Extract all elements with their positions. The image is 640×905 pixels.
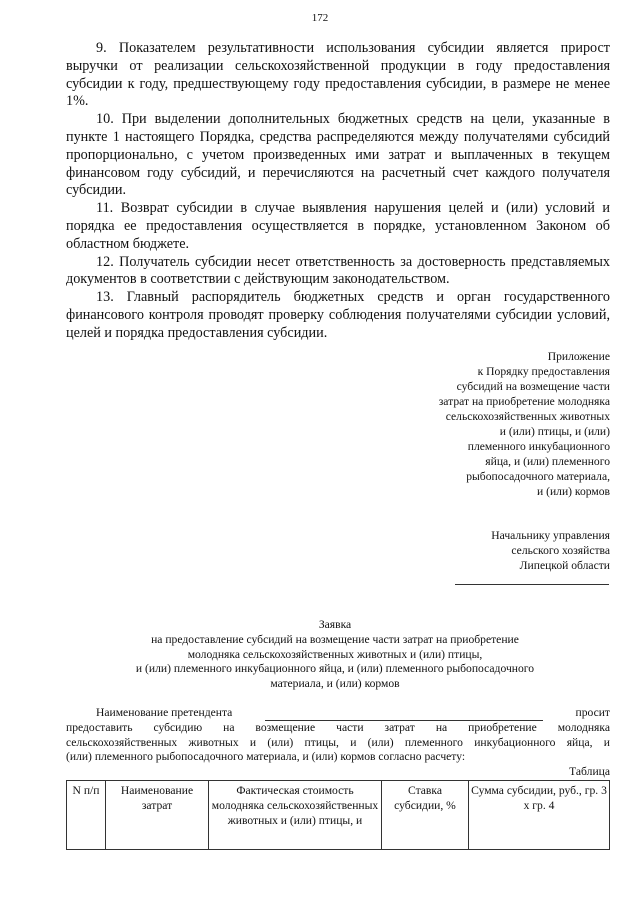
- title-line: Заявка: [318, 618, 352, 631]
- header-cell-subsidy-rate: Ставка субсидии, %: [382, 781, 469, 850]
- appendix-header: [370, 349, 610, 499]
- applicant-suffix: просит: [575, 706, 610, 719]
- request-text: [66, 706, 610, 765]
- signature-line: [455, 584, 609, 585]
- title-line: на предоставление субсидий на возмещение части затрат на приобретение: [151, 632, 519, 646]
- request-line: сельскохозяйственных животных и (или) птицы, и (или) племенного инкубационного яйца, и: [66, 735, 610, 749]
- paragraph-10: 10. При выделении дополнительных бюджетных средств на цели, указанные в пункте 1 настоящего Порядка, средства распределяются между получателями субсидий пропорционально, с учетом произведенных ими затрат и выплаченных в текущем финансовом году субсидий, и перечисляются на расчетный счет каждого получателя субсидии.: [66, 111, 610, 199]
- header-cell-actual-cost: Фактическая стоимость молодняка сельскохозяйственных животных и (или) птицы, и: [209, 781, 382, 850]
- paragraph-12: 12. Получатель субсидии несет ответственность за достоверность представляемых документов в соответствии с действующим законодательством.: [66, 253, 610, 288]
- page-number: 172: [311, 12, 329, 24]
- appendix-line: рыбопосадочного материала,: [466, 470, 610, 483]
- applicant-row: [66, 706, 610, 721]
- addressee-line: Липецкой области: [519, 559, 610, 572]
- table-header-row: [67, 781, 610, 850]
- appendix-line: племенного инкубационного: [467, 440, 610, 453]
- appendix-line: и (или) птицы, и (или): [499, 425, 610, 438]
- header-cell-subsidy-amount: Сумма субсидии, руб., гр. 3 x гр. 4: [469, 781, 610, 850]
- applicant-label: Наименование претендента: [96, 706, 233, 719]
- applicant-name-blank[interactable]: [265, 708, 543, 721]
- appendix-line: затрат на приобретение молодняка: [438, 395, 610, 408]
- addressee-line: сельского хозяйства: [511, 544, 610, 557]
- title-line: материала, и (или) кормов: [270, 677, 400, 691]
- request-line: предоставить субсидию на возмещение части затрат на приобретение молодняка: [66, 720, 610, 734]
- application-title: [60, 618, 610, 692]
- appendix-line: субсидий на возмещение части: [456, 380, 610, 393]
- paragraph-9: 9. Показателем результативности использования субсидии является прирост выручки от реализации сельскохозяйственной продукции в году предоставления субсидии к году, предшествующему году предоставления субсидии, в размере не менее 1%.: [66, 40, 610, 110]
- calculation-table: [66, 780, 610, 850]
- paragraph-13: 13. Главный распорядитель бюджетных средств и орган государственного финансового контроля проводят проверку соблюдения получателями субсидии условий, целей и порядка предоставления субсидии.: [66, 289, 610, 341]
- addressee-line: Начальнику управления: [491, 529, 610, 542]
- header-cell-cost-name: Наименование затрат: [106, 781, 209, 850]
- appendix-line: яйца, и (или) племенного: [485, 455, 610, 468]
- paragraph-11: 11. Возврат субсидии в случае выявления нарушения целей и (или) условий и порядка ее предоставления осуществляется в порядке, установленном Законом об областном бюджете.: [66, 200, 610, 252]
- appendix-line: Приложение: [547, 350, 610, 363]
- request-line: (или) племенного рыбопосадочного материала, и (или) кормов согласно расчету:: [66, 750, 466, 764]
- appendix-line: к Порядку предоставления: [477, 365, 610, 378]
- header-cell-number: N п/п: [67, 781, 106, 850]
- title-line: и (или) племенного инкубационного яйца, и (или) племенного рыбопосадочного: [135, 662, 535, 676]
- main-text: [66, 40, 610, 343]
- appendix-line: и (или) кормов: [537, 485, 610, 498]
- appendix-line: сельскохозяйственных животных: [445, 410, 610, 423]
- table-caption: Таблица: [569, 765, 610, 778]
- title-line: молодняка сельскохозяйственных животных и (или) птицы,: [187, 647, 483, 661]
- addressee-block: [370, 528, 610, 573]
